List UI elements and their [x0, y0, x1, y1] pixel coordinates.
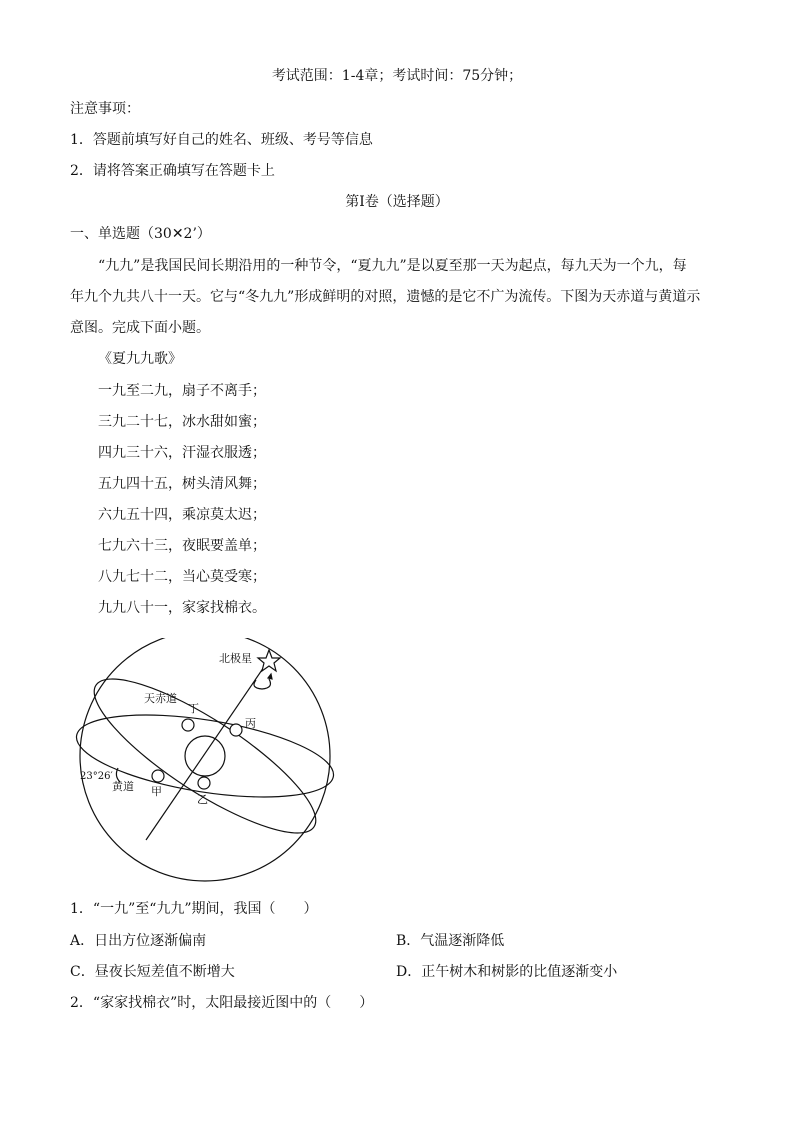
- poem-line-4: 五九四十五，树头清风舞；: [98, 476, 266, 492]
- poem-line-1: 一九至二九，扇子不离手；: [98, 383, 266, 399]
- earth-circle: [185, 736, 225, 776]
- label-celestial-equator: 天赤道: [144, 692, 177, 705]
- poem-line-5: 六九五十四，乘凉莫太迟；: [98, 507, 266, 523]
- label-north-star: 北极星: [219, 652, 252, 665]
- question-1-option-c: C．昼夜长短差值不断增大: [70, 964, 235, 980]
- passage-line-2: 年九个九共八十一天。它与“冬九九”形成鲜明的对照，遗憾的是它不广为流传。下图为天赤道与黄道示: [70, 289, 701, 305]
- earth-axis: [146, 664, 266, 840]
- notes-item-2: 2．请将答案正确填写在答题卡上: [70, 163, 275, 179]
- point-c-circle: [230, 724, 242, 736]
- poem-line-7: 八九七十二，当心莫受寒；: [98, 569, 266, 585]
- exam-scope-header: 考试范围：1-4章；考试时间：75分钟；: [271, 68, 523, 84]
- label-point-c: 丙: [245, 717, 256, 730]
- question-1-option-a: A．日出方位逐渐偏南: [70, 933, 207, 949]
- celestial-sphere-diagram: [70, 638, 340, 888]
- label-ecliptic: 黄道: [112, 780, 134, 793]
- point-d-circle: [182, 719, 194, 731]
- label-point-d: 丁: [188, 702, 199, 715]
- label-point-b: 乙: [197, 793, 208, 806]
- question-1-option-b: B．气温逐渐降低: [396, 933, 505, 949]
- notes-item-1: 1．答题前填写好自己的姓名、班级、考号等信息: [70, 132, 373, 148]
- poem-line-3: 四九三十六，汗湿衣服透；: [98, 445, 266, 461]
- label-angle: 23°26′: [80, 771, 113, 782]
- rotation-arrow: [254, 679, 270, 689]
- notes-title: 注意事项：: [70, 101, 140, 117]
- passage-line-1: “九九”是我国民间长期沿用的一种节令，“夏九九”是以夏至那一天为起点，每九天为一个九，每: [98, 258, 687, 274]
- ecliptic-orbit: [76, 655, 333, 857]
- poem-line-6: 七九六十三，夜眠要盖单；: [98, 538, 266, 554]
- poem-line-8: 九九八十一，家家找棉衣。: [98, 600, 266, 616]
- volume-title: 第I卷（选择题）: [345, 194, 449, 210]
- poem-title: 《夏九九歌》: [98, 351, 182, 367]
- poem-line-2: 三九二十七，冰水甜如蜜；: [98, 414, 266, 430]
- point-a-circle: [152, 770, 164, 782]
- question-1-stem: 1．“一九”至“九九”期间，我国（ ）: [70, 901, 318, 917]
- question-1-option-d: D．正午树木和树影的比值逐渐变小: [396, 964, 618, 980]
- label-point-a: 甲: [151, 785, 162, 798]
- point-b-circle: [198, 777, 210, 789]
- part-title: 一、单选题（30✕2’）: [70, 226, 211, 242]
- passage-line-3: 意图。完成下面小题。: [70, 320, 210, 336]
- celestial-sphere-outline: [80, 638, 330, 881]
- question-2-stem: 2．“家家找棉衣”时，太阳最接近图中的（ ）: [70, 995, 374, 1011]
